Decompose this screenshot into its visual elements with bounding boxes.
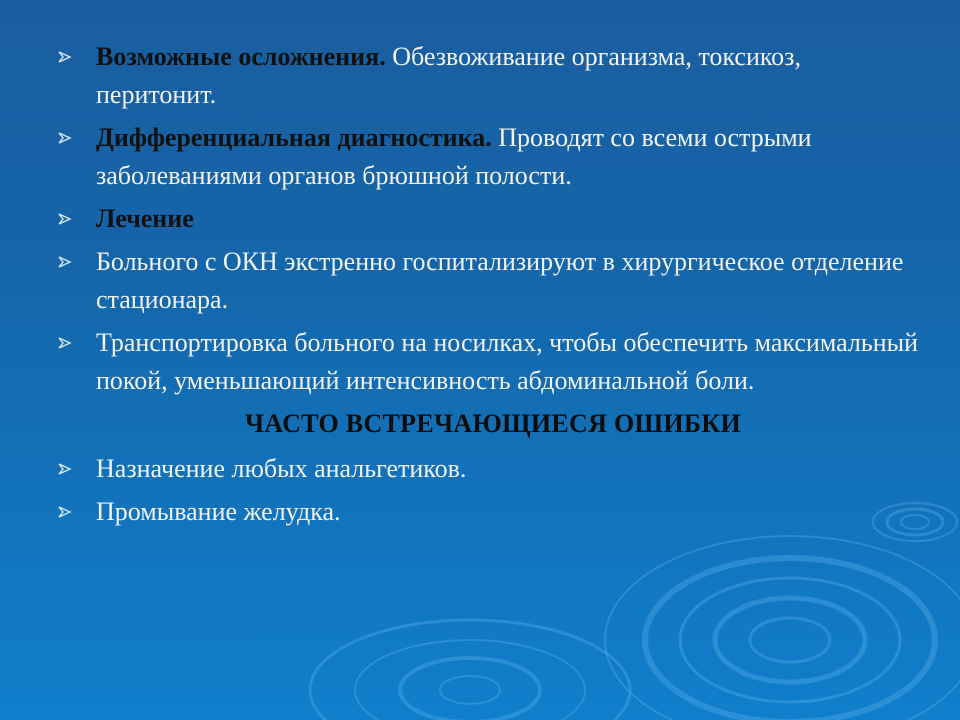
bullet-text: Транспортировка больного на носилках, чтобы обеспечить максимальный покой, уменьшающий интенсивность абдоминальной боли.: [96, 328, 919, 395]
bullet-complications: [58, 38, 918, 114]
arrow-bullet-icon: [58, 450, 78, 488]
bullet-transport: [58, 324, 918, 400]
arrow-bullet-icon: [58, 493, 78, 531]
bullet-text: Проводят со всеми острыми заболеваниями органов брюшной полости.: [96, 123, 812, 190]
bullet-text: Обезвоживание организма, токсикоз, перитонит.: [96, 42, 801, 109]
bullet-treatment: [58, 200, 918, 238]
bullet-gastric-lavage: [58, 493, 918, 531]
bullet-lead: Дифференциальная диагностика.: [96, 123, 492, 152]
bullet-text: Назначение любых анальгетиков.: [96, 454, 467, 483]
bullet-lead: Возможные осложнения.: [96, 42, 386, 71]
bullet-analgesics: [58, 450, 918, 488]
bullet-hospitalization: [58, 243, 918, 319]
bullet-text: Промывание желудка.: [96, 497, 341, 526]
arrow-bullet-icon: [58, 324, 78, 362]
slide-content: [58, 38, 918, 536]
arrow-bullet-icon: [58, 38, 78, 76]
bullet-lead: Лечение: [96, 204, 194, 233]
arrow-bullet-icon: [58, 119, 78, 157]
bullet-differential-diagnosis: [58, 119, 918, 195]
arrow-bullet-icon: [58, 200, 78, 238]
arrow-bullet-icon: [58, 243, 78, 281]
bullet-text: Больного с ОКН экстренно госпитализируют в хирургическое отделение стационара.: [96, 247, 904, 314]
section-heading: ЧАСТО ВСТРЕЧАЮЩИЕСЯ ОШИБКИ: [244, 409, 742, 438]
